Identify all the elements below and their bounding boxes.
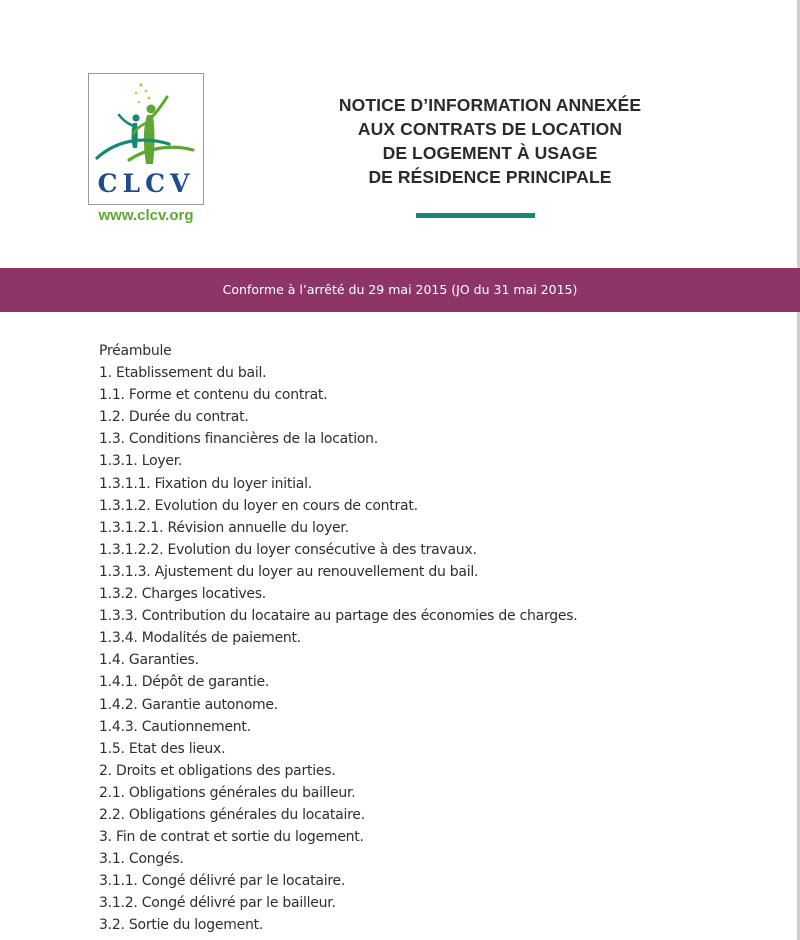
toc-item: 1.3.3. Contribution du locataire au partage des économies de charges. bbox=[99, 608, 578, 625]
toc-item: Préambule bbox=[99, 343, 172, 359]
toc-item: 1.2. Durée du contrat. bbox=[99, 409, 249, 426]
toc-item: 1.3.1.2.2. Evolution du loyer consécutive à des travaux. bbox=[99, 541, 477, 558]
toc-item: 1.3.1.3. Ajustement du loyer au renouvellement du bail. bbox=[99, 563, 479, 580]
toc-item: 3.1. Congés. bbox=[99, 851, 184, 868]
title-line: DE RÉSIDENCE PRINCIPALE bbox=[368, 167, 612, 187]
toc-item: 1.1. Forme et contenu du contrat. bbox=[99, 387, 328, 404]
logo-wordmark: CLCV bbox=[97, 169, 195, 198]
toc-item: 2.1. Obligations générales du bailleur. bbox=[99, 784, 356, 801]
toc-item: 3.1.1. Congé délivré par le locataire. bbox=[99, 873, 346, 890]
toc-item: 1.3. Conditions financières de la location. bbox=[99, 431, 378, 448]
toc-item: 1.4. Garanties. bbox=[99, 652, 199, 669]
toc-item: 2.2. Obligations générales du locataire. bbox=[99, 806, 365, 823]
toc-item: 1.3.1. Loyer. bbox=[99, 453, 183, 470]
title-line: AUX CONTRATS DE LOCATION bbox=[357, 119, 623, 139]
toc-item: 1.3.1.1. Fixation du loyer initial. bbox=[99, 475, 312, 492]
toc-item: 2. Droits et obligations des parties. bbox=[99, 762, 336, 779]
clcv-logo bbox=[88, 73, 204, 205]
logo-url: www.clcv.org bbox=[98, 207, 194, 224]
table-of-contents bbox=[99, 340, 578, 937]
toc-item: 1. Etablissement du bail. bbox=[99, 365, 267, 382]
toc-item: 1.4.3. Cautionnement. bbox=[99, 718, 251, 735]
toc-item: 3. Fin de contrat et sortie du logement. bbox=[99, 829, 364, 846]
toc-item: 1.3.1.2.1. Révision annuelle du loyer. bbox=[99, 519, 349, 536]
toc-item: 3.2. Sortie du logement. bbox=[99, 917, 264, 934]
toc-item: 1.3.4. Modalités de paiement. bbox=[99, 630, 301, 647]
title-line: DE LOGEMENT À USAGE bbox=[382, 143, 598, 163]
page-title bbox=[265, 93, 715, 189]
title-line: NOTICE D’INFORMATION ANNEXÉE bbox=[338, 95, 642, 115]
toc-item: 1.4.1. Dépôt de garantie. bbox=[99, 674, 270, 691]
title-underline bbox=[416, 213, 535, 218]
toc-item: 3.1.2. Congé délivré par le bailleur. bbox=[99, 895, 336, 912]
toc-item: 1.3.1.2. Evolution du loyer en cours de contrat. bbox=[99, 497, 418, 514]
conformity-banner bbox=[0, 268, 800, 312]
banner-text: Conforme à l’arrêté du 29 mai 2015 (JO du 31 mai 2015) bbox=[222, 282, 578, 297]
toc-item: 1.3.2. Charges locatives. bbox=[99, 586, 267, 603]
toc-item: 1.5. Etat des lieux. bbox=[99, 740, 226, 757]
toc-item: 1.4.2. Garantie autonome. bbox=[99, 696, 278, 713]
